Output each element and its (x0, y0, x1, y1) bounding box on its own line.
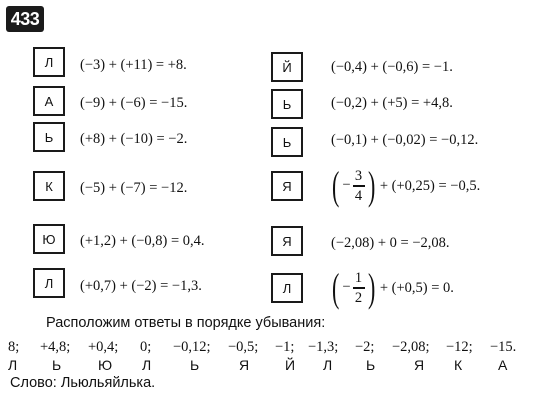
fraction-numerator: 1 (354, 270, 363, 287)
equation: (+8) + (−10) = −2. (80, 131, 188, 147)
sorted-letter: Ь (52, 357, 62, 373)
sorted-value: −1; (275, 339, 295, 355)
equation: (+0,7) + (−2) = −1,3. (80, 278, 202, 294)
equation: (−0,2) + (+5) = +4,8. (331, 95, 453, 111)
task-number: 433 (6, 6, 44, 32)
fraction-sign: − (342, 177, 351, 194)
fraction-denominator: 2 (354, 289, 363, 306)
right-paren: ) (367, 163, 375, 208)
fraction-numerator: 3 (354, 168, 363, 185)
sorted-letter: А (498, 357, 508, 373)
fraction-bar (353, 287, 365, 288)
sorted-value: −15. (490, 339, 517, 355)
fraction (342, 270, 364, 305)
letter-box: А (33, 86, 65, 116)
equation: (−3) + (+11) = +8. (80, 57, 187, 73)
sorted-value: +0,4; (88, 339, 119, 355)
equation: (−9) + (−6) = −15. (80, 95, 188, 111)
sorted-value: −0,12; (173, 339, 211, 355)
letter-box: Й (271, 52, 303, 82)
equation: (−0,4) + (−0,6) = −1. (331, 59, 453, 75)
sorted-letter: Я (414, 357, 425, 373)
right-paren: ) (367, 265, 375, 310)
equation: (+1,2) + (−0,8) = 0,4. (80, 233, 205, 249)
sorted-letter: Л (8, 357, 18, 373)
letter-box: Л (33, 47, 65, 77)
letter-box: Ь (33, 122, 65, 152)
sorted-letter: Л (323, 357, 333, 373)
sorted-value: −12; (446, 339, 473, 355)
letter-box: Ю (33, 224, 65, 254)
sorted-value: 8; (8, 339, 20, 355)
letter-box: Ь (271, 127, 303, 157)
sorted-value: −2; (355, 339, 375, 355)
sorted-letter: Л (142, 357, 152, 373)
sorted-letter: Й (285, 357, 296, 373)
fraction-bar (353, 185, 365, 186)
equation: (−2,08) + 0 = −2,08. (331, 235, 450, 251)
caption: Расположим ответы в порядке убывания: (46, 315, 326, 331)
letter-box: Л (33, 268, 65, 298)
sorted-letter: Ю (98, 357, 113, 373)
equation: (−0,1) + (−0,02) = −0,12. (331, 132, 479, 148)
answer-word: Слово: Льюльяйлька. (10, 375, 156, 391)
left-paren: ( (331, 163, 340, 208)
fraction-denominator: 4 (354, 187, 363, 204)
equation: (−5) + (−7) = −12. (80, 180, 188, 196)
sorted-values-row (6, 339, 526, 357)
sorted-value: 0; (140, 339, 152, 355)
fraction-equation (329, 163, 481, 208)
equation-rest: + (+0,25) = −0,5. (379, 177, 481, 194)
equation-rest: + (+0,5) = 0. (379, 279, 454, 296)
fraction-sign: − (342, 279, 351, 296)
sorted-letter: Ь (366, 357, 376, 373)
letter-box: Я (271, 226, 303, 256)
fraction (342, 168, 364, 203)
sorted-value: −0,5; (228, 339, 259, 355)
sorted-letters-row (6, 357, 526, 375)
letter-box: Л (271, 273, 303, 303)
sorted-letter: Я (239, 357, 250, 373)
sorted-value: −1,3; (308, 339, 339, 355)
sorted-letter: Ь (190, 357, 200, 373)
sorted-value: −2,08; (392, 339, 430, 355)
letter-box: К (33, 171, 65, 201)
left-paren: ( (331, 265, 340, 310)
sorted-value: +4,8; (40, 339, 71, 355)
letter-box: Ь (271, 89, 303, 119)
sorted-letter: К (454, 357, 463, 373)
letter-box: Я (271, 171, 303, 201)
fraction-equation (329, 265, 454, 310)
